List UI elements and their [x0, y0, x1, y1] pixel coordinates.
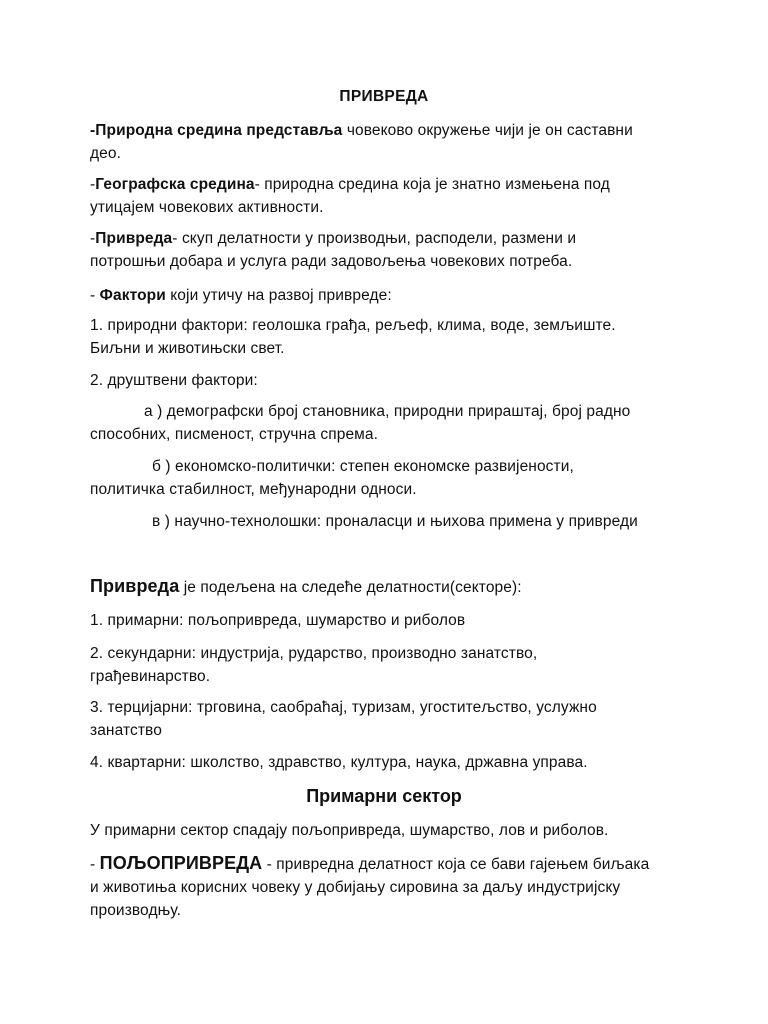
sector-tertiary-line-2: занатство: [90, 722, 162, 739]
paragraph-economy: [90, 227, 576, 250]
paragraph-factors: [90, 284, 392, 307]
dash: -: [90, 176, 96, 193]
paragraph-line: потрошњи добара и услуга ради задовољења човекових потреба.: [90, 253, 573, 270]
paragraph-sectors-intro: [90, 575, 522, 599]
paragraph-geographic-environment: [90, 173, 610, 196]
term-natural-environment: -Природна средина представља: [90, 122, 343, 139]
natural-factors-line-2: Биљни и животињски свет.: [90, 340, 285, 357]
dash: -: [90, 856, 100, 873]
social-factors-heading: 2. друштвени фактори:: [90, 372, 258, 389]
sector-quaternary: 4. квартарни: школство, здравство, култура, наука, државна управа.: [90, 754, 588, 771]
definition-text: човеково окружење чији је он саставни: [342, 122, 633, 139]
natural-factors-line: 1. природни фактори: геолошка грађа, рељеф, клима, воде, земљиште.: [90, 317, 616, 334]
term-geographic-environment: Географска средина: [95, 176, 255, 193]
definition-text: - природна средина која је знатно измењена под: [254, 176, 610, 193]
subfactor-a: а ) демографски број становника, природни прираштај, број радно: [144, 403, 631, 420]
dash: -: [90, 287, 100, 304]
section-heading-primary-sector: Примарни сектор: [306, 786, 462, 806]
sector-primary: 1. примарни: пољопривреда, шумарство и риболов: [90, 612, 466, 629]
subfactor-b: б ) економско-политички: степен економске развијености,: [152, 458, 574, 475]
paragraph-natural-environment: [90, 119, 633, 142]
sector-secondary: 2. секундарни: индустрија, рударство, производно занатство,: [90, 645, 538, 662]
definition-text: - привредна делатност која се бави гајењем биљака: [262, 856, 650, 873]
paragraph-agriculture-line-3: производњу.: [90, 902, 181, 919]
definition-text: који утичу на развој привреде:: [165, 287, 392, 304]
term-agriculture: ПОЉОПРИВРЕДА: [99, 853, 263, 873]
term-factors: Фактори: [99, 287, 166, 304]
term-economy-sectors: Привреда: [90, 576, 180, 596]
page-title: ПРИВРЕДА: [339, 88, 429, 105]
paragraph-primary-sector: У примарни сектор спадају пољопривреда, шумарство, лов и риболов.: [90, 822, 609, 839]
paragraph-line: утицајем човекових активности.: [90, 199, 324, 216]
subfactor-v: в ) научно-технолошки: проналасци и њихова примена у привреди: [152, 513, 638, 530]
paragraph-agriculture: [90, 852, 649, 876]
sector-tertiary: 3. терцијарни: трговина, саобраћај, туризам, угоститељство, услужно: [90, 699, 597, 716]
sector-secondary-line-2: грађевинарство.: [90, 668, 211, 685]
definition-text: је подељена на следеће делатности(секторе):: [179, 579, 522, 596]
definition-text: - скуп делатности у производњи, расподели, размени и: [172, 230, 577, 247]
subfactor-b-line-2: политичка стабилност, међународни односи.: [90, 481, 417, 498]
paragraph-line: део.: [90, 145, 121, 162]
dash: -: [90, 230, 96, 247]
term-economy: Привреда: [95, 230, 173, 247]
subfactor-a-line-2: способних, писменост, стручна спрема.: [90, 426, 379, 443]
paragraph-agriculture-line-2: и животиња корисних човеку у добијању сировина за даљу индустријску: [90, 879, 621, 896]
